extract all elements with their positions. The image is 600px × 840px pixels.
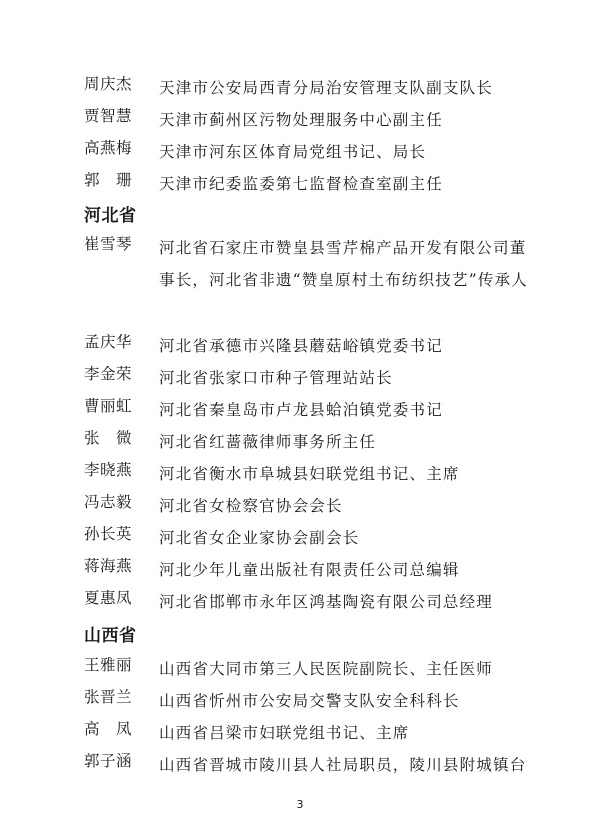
section-heading-shanxi: 山西省 [84,626,137,646]
person-title: 河北省女企业家协会副会长 [159,529,360,547]
person-title: 河北省女检察官协会会长 [159,497,343,515]
person-name: 高燕梅 [84,139,133,157]
person-name: 高 凤 [84,720,133,738]
person-name: 蒋海燕 [84,557,133,575]
person-name: 孙长英 [84,525,133,543]
person-name: 李晓燕 [84,461,133,479]
person-title: 河北省衡水市阜城县妇联党组书记、主席 [159,465,460,483]
person-title: 天津市纪委监委第七监督检查室副主任 [159,175,443,193]
person-title: 山西省吕梁市妇联党组书记、主席 [159,724,410,742]
section-heading-hebei: 河北省 [84,206,137,226]
person-name: 曹丽虹 [84,397,133,415]
person-title: 河北少年儿童出版社有限责任公司总编辑 [159,561,460,579]
person-name: 孟庆华 [84,333,133,351]
person-title: 河北省张家口市种子管理站站长 [159,369,393,387]
person-title: 天津市公安局西青分局治安管理支队副支队长 [159,79,494,97]
person-name: 张晋兰 [84,688,133,706]
person-title: 山西省大同市第三人民医院副院长、主任医师 [159,660,494,678]
person-name: 周庆杰 [84,75,133,93]
person-name: 冯志毅 [84,493,133,511]
person-title: 天津市蓟州区污物处理服务中心副主任 [159,111,443,129]
person-name: 张 微 [84,429,133,447]
page-number: 3 [296,798,304,811]
person-title: 天津市河东区体育局党组书记、局长 [159,143,427,161]
person-title: 山西省忻州市公安局交警支队安全科科长 [159,692,460,710]
person-title: 河北省邯郸市永年区鸿基陶瓷有限公司总经理 [159,593,494,611]
person-name: 王雅丽 [84,656,133,674]
person-name: 郭子涵 [84,752,133,770]
person-title: 河北省石家庄市赞皇县雪芹棉产品开发有限公司董事长，河北省非遗“赞皇原村土布纺织技艺”传承人 [159,239,528,289]
person-name: 贾智慧 [84,107,133,125]
person-title: 山西省晋城市陵川县人社局职员，陵川县附城镇台 [159,756,527,774]
person-title: 河北省承德市兴隆县蘑菇峪镇党委书记 [159,337,443,355]
person-name: 崔雪琴 [84,235,133,253]
person-title: 河北省秦皇岛市卢龙县蛤泊镇党委书记 [159,401,443,419]
person-name: 郭 珊 [84,171,133,189]
person-name: 李金荣 [84,365,133,383]
person-name: 夏惠凤 [84,589,133,607]
person-title: 河北省红蔷薇律师事务所主任 [159,433,377,451]
